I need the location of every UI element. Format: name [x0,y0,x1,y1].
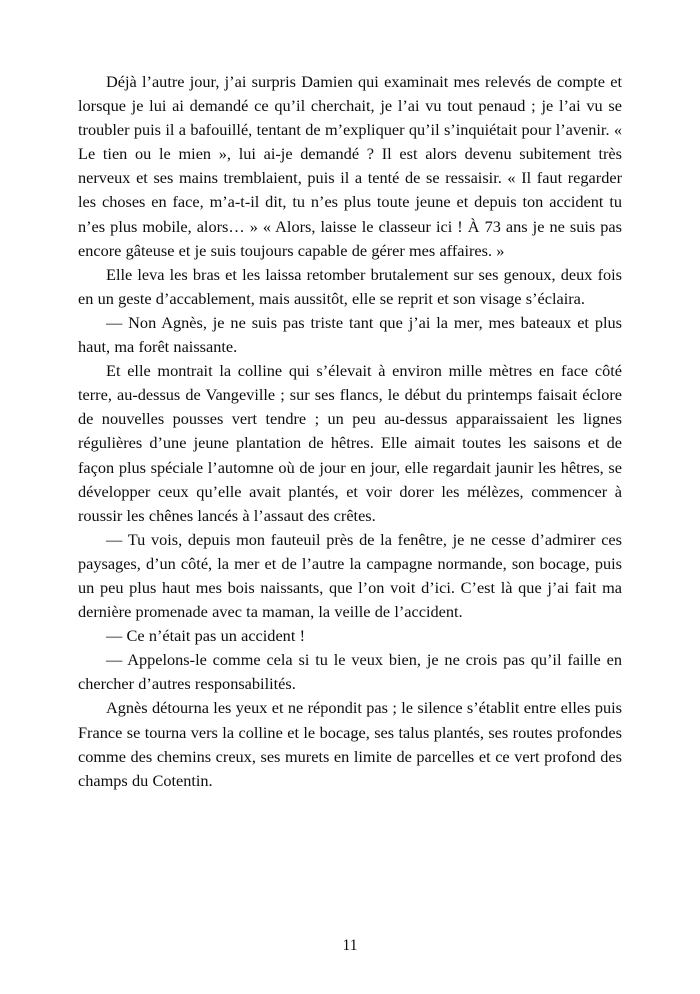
paragraph-dialogue: — Ce n’était pas un accident ! [106,626,305,646]
paragraph: Et elle montrait la colline qui s’élevait à environ mille mètres en face côté terre, au-dessus de Vangeville ; sur ses flancs, le début du printemps faisait éclore de nouvelles pousses vert tendre ; un peu au-dessus apparaissaient les lignes régulières d’une jeune plantation de hêtres. Elle aimait toutes les saisons et de façon plus spéciale l’automne où de jour en jour, elle regardait jaunir les hêtres, se développer ceux qu’elle avait plantés, et voir dorer les mélèzes, commencer à roussir les chênes lancés à l’assaut des crêtes. [78,361,622,525]
paragraph: Elle leva les bras et les laissa retomber brutalement sur ses genoux, deux fois en un geste d’accablement, mais aussitôt, elle se reprit et son visage s’éclaira. [78,264,622,308]
page-number: 11 [342,937,358,954]
body-text [78,70,622,793]
paragraph: Agnès détourna les yeux et ne répondit pas ; le silence s’établit entre elles puis France se tourna vers la colline et le bocage, ses talus plantés, ses routes profondes comme des chemins creux, ses murets en limite de parcelles et ce vert profond des champs du Cotentin. [78,698,622,790]
paragraph-dialogue: — Non Agnès, je ne suis pas triste tant que j’ai la mer, mes bateaux et plus haut, ma forêt naissante. [78,312,622,357]
paragraph-dialogue: — Tu vois, depuis mon fauteuil près de la fenêtre, je ne cesse d’admirer ces paysages, d’un côté, la mer et de l’autre la campagne normande, son bocage, puis un peu plus haut mes bois naissants, que l’on voit d’ici. C’est là que j’ai fait ma dernière promenade avec ta maman, la veille de l’accident. [78,529,622,622]
paragraph-dialogue: — Appelons-le comme cela si tu le veux bien, je ne crois pas qu’il faille en chercher d’autres responsabilités. [78,650,622,694]
paragraph: Déjà l’autre jour, j’ai surpris Damien qui examinait mes relevés de compte et lorsque je lui ai demandé ce qu’il cherchait, je l’ai vu tout penaud ; je l’ai vu se troubler puis il a bafouillé, tentant de m’expliquer qu’il s’inquiétait pour l’avenir. « Le tien ou le mien », lui ai-je demandé ? Il est alors devenu subitement très nerveux et ses mains tremblaient, puis il a tenté de se ressaisir. « Il faut regarder les choses en face, m’a-t-il dit, tu n’es plus toute jeune et depuis ton accident tu n’es plus mobile, alors… » « Alors, laisse le classeur ici ! À 73 ans je ne suis pas encore gâteuse et je suis toujours capable de gérer mes affaires. » [78,72,622,260]
